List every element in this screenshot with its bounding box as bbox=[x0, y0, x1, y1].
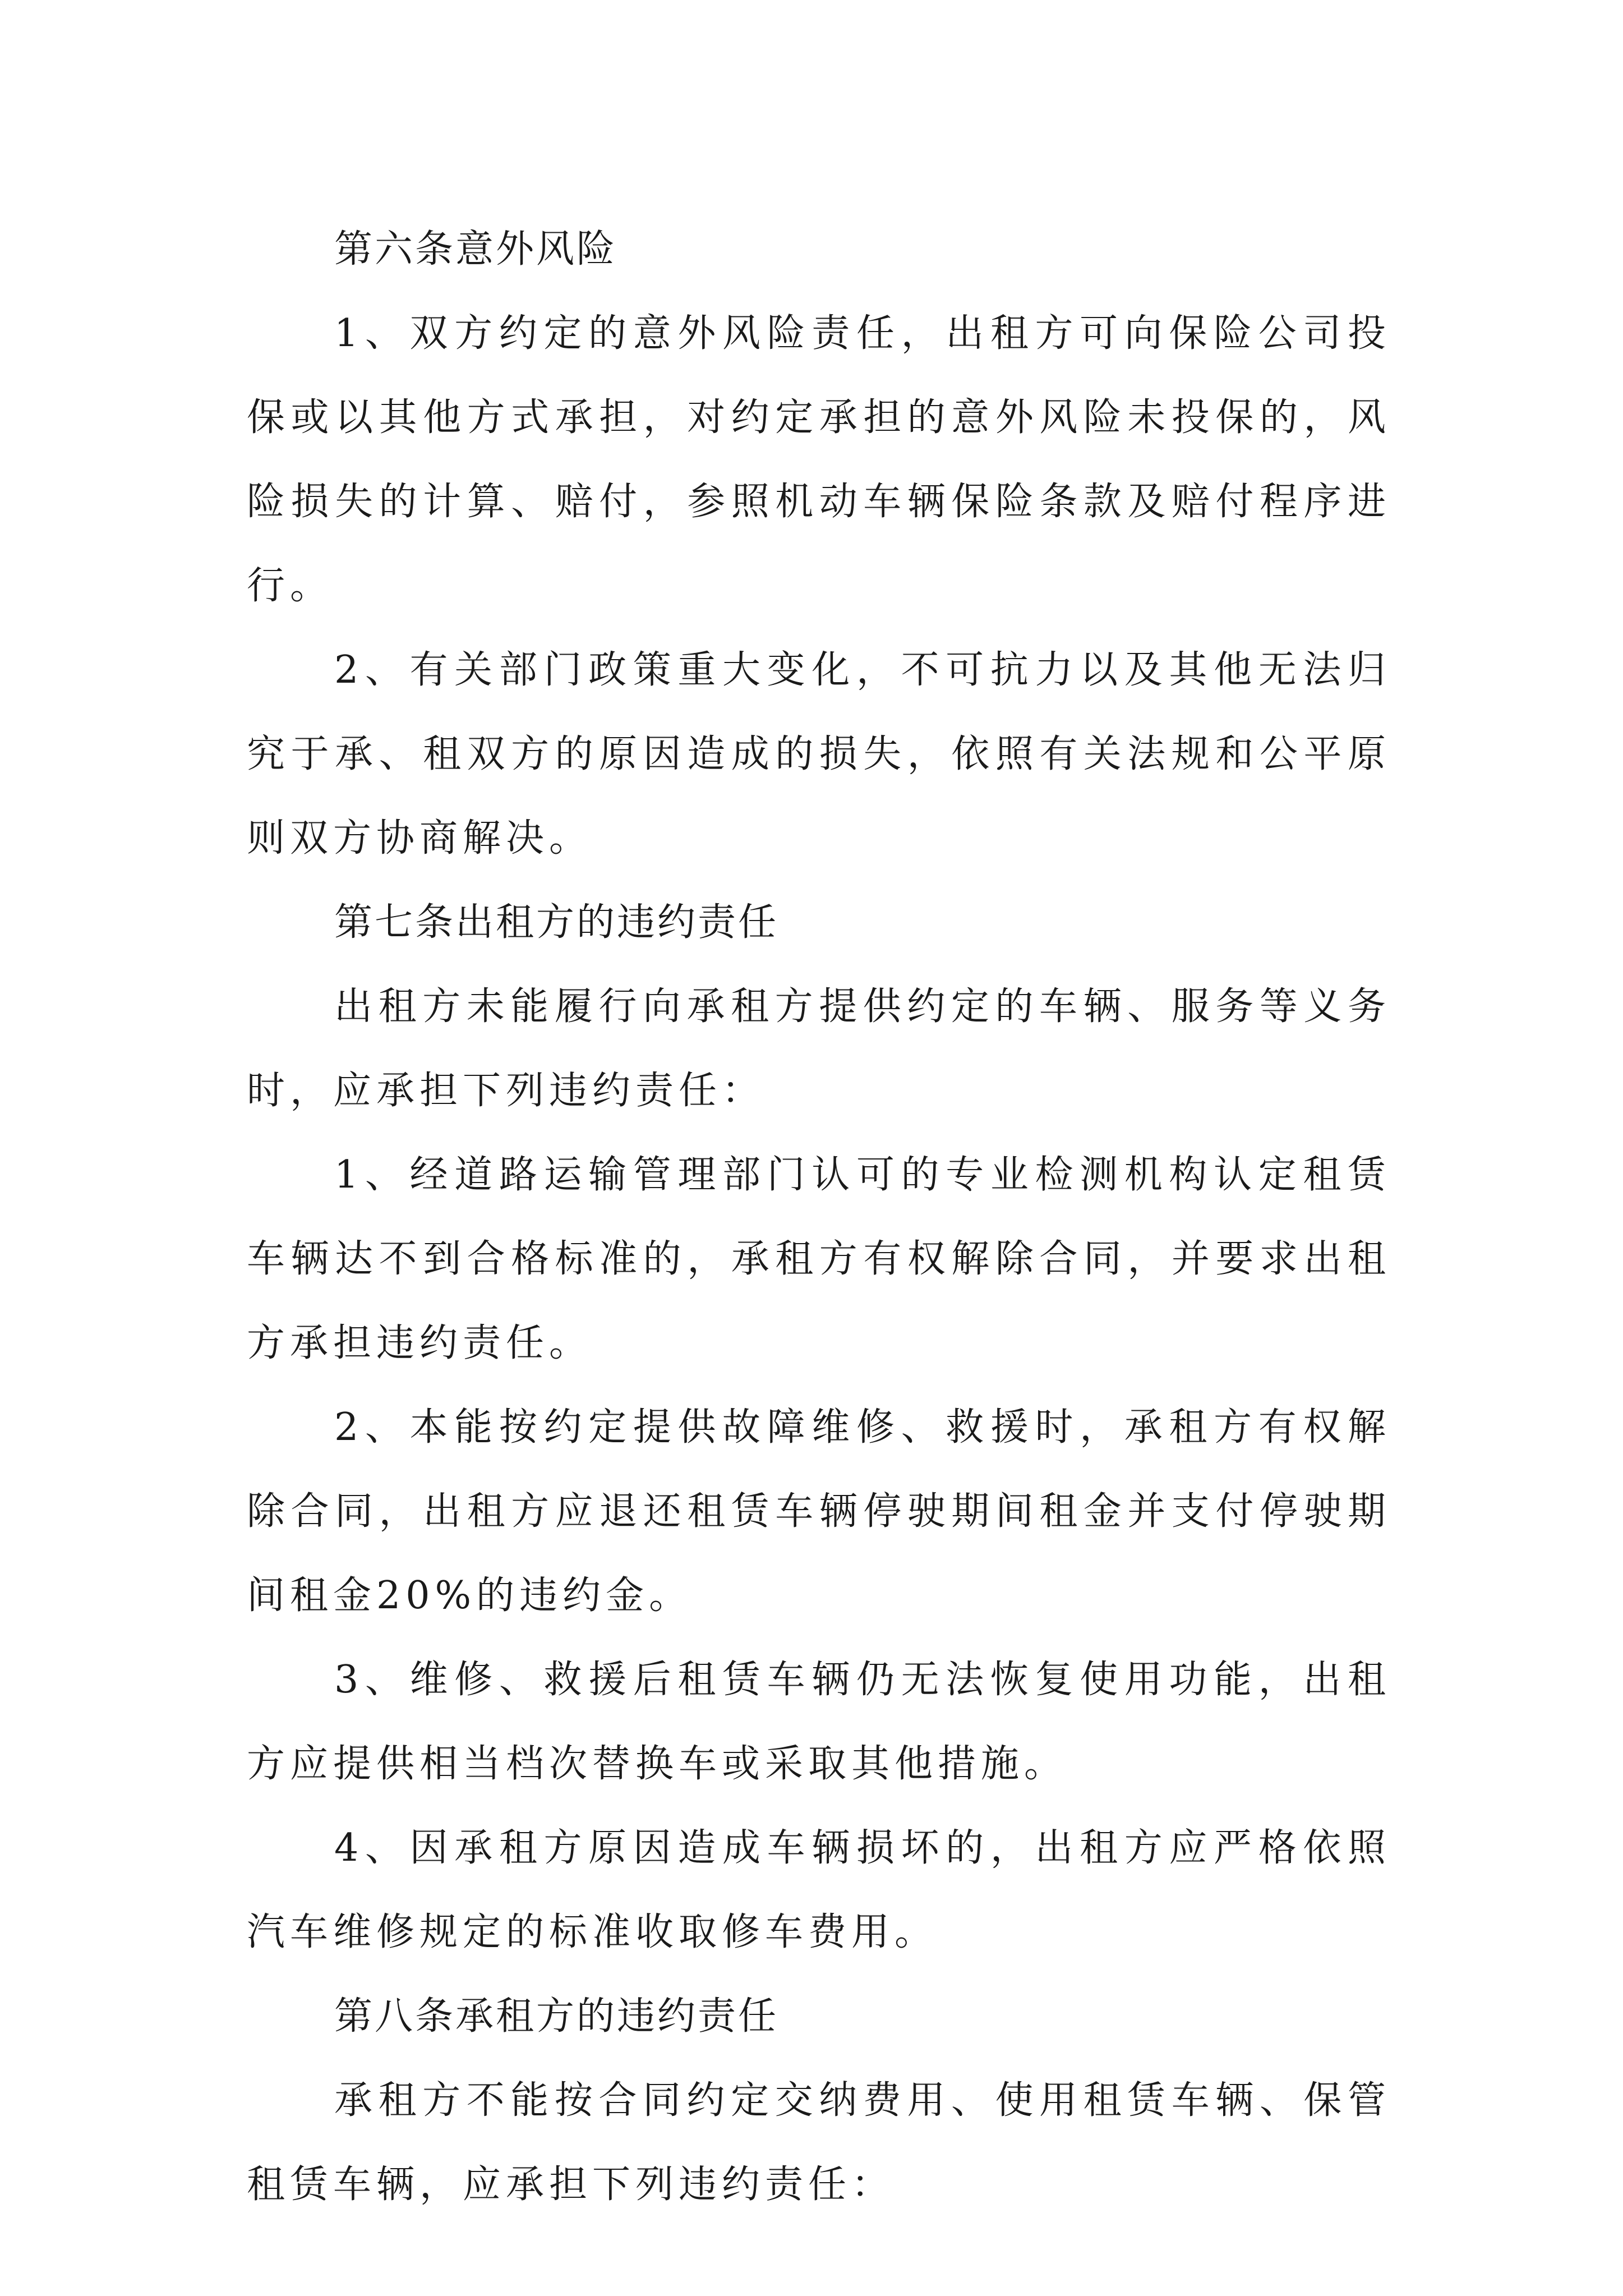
document-body bbox=[247, 208, 1391, 2227]
article-7-clause-4: 4、因承租方原因造成车辆损坏的，出租方应严格依照汽车维修规定的标准收取修车费用。 bbox=[247, 1826, 1391, 1954]
article-7-clause-2: 2、本能按约定提供故障维修、救援时，承租方有权解除合同，出租方应退还租赁车辆停驶期间租金并支付停驶期间租金20%的违约金。 bbox=[247, 1405, 1391, 1618]
article-6-clause-1: 1、双方约定的意外风险责任，出租方可向保险公司投保或以其他方式承担，对约定承担的意外风险未投保的，风险损失的计算、赔付，参照机动车辆保险条款及赔付程序进行。 bbox=[247, 311, 1391, 608]
article-8-intro: 承租方不能按合同约定交纳费用、使用租赁车辆、保管租赁车辆，应承担下列违约责任： bbox=[247, 2078, 1391, 2207]
article-7-heading: 第七条出租方的违约责任 bbox=[334, 900, 779, 945]
article-7-intro: 出租方未能履行向承租方提供约定的车辆、服务等义务时，应承担下列违约责任： bbox=[247, 984, 1391, 1113]
article-7-clause-1: 1、经道路运输管理部门认可的专业检测机构认定租赁车辆达不到合格标准的，承租方有权解除合同，并要求出租方承担违约责任。 bbox=[247, 1153, 1391, 1365]
article-8-heading: 第八条承租方的违约责任 bbox=[334, 1994, 779, 2039]
article-7-clause-3: 3、维修、救援后租赁车辆仍无法恢复使用功能，出租方应提供相当档次替换车或采取其他措施。 bbox=[247, 1658, 1391, 1786]
article-6-clause-2: 2、有关部门政策重大变化，不可抗力以及其他无法归究于承、租双方的原因造成的损失，依照有关法规和公平原则双方协商解决。 bbox=[247, 648, 1391, 861]
article-6-heading: 第六条意外风险 bbox=[334, 227, 617, 272]
